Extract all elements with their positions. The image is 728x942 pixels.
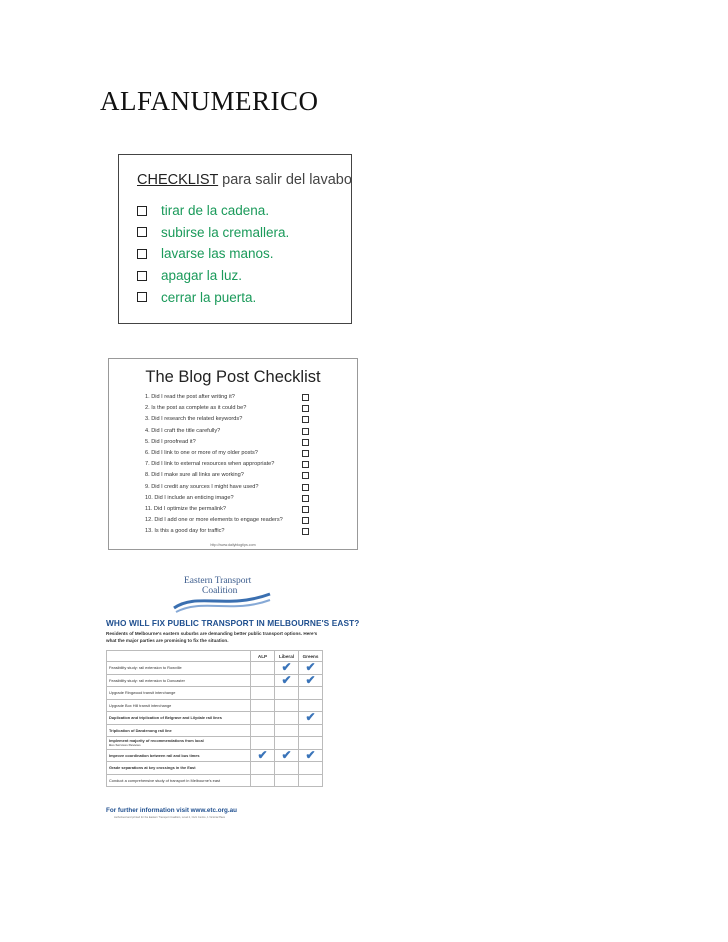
list-item-label: subirse la cremallera. (161, 224, 290, 240)
list-item (137, 265, 289, 287)
table-cell-greens (299, 724, 323, 737)
table-row (107, 699, 323, 712)
checkbox-icon (137, 271, 147, 281)
checklist-title (137, 172, 352, 188)
list-item: 3. Did I research the related keywords? (145, 416, 243, 423)
table-cell-liberal (275, 674, 299, 687)
blog-checklist-items (145, 392, 315, 537)
table-cell-alp (251, 699, 275, 712)
tick-icon: ✔ (305, 711, 316, 724)
table-cell-liberal (275, 774, 299, 787)
table-header-empty (107, 651, 251, 662)
table-cell-label (107, 687, 251, 700)
list-item: 9. Did I credit any sources I might have used? (145, 483, 259, 490)
list-item (137, 286, 289, 308)
transport-headline: WHO WILL FIX PUBLIC TRANSPORT IN MELBOURNE'S EAST? (106, 618, 360, 628)
checkbox-icon (302, 428, 309, 435)
table-cell-greens (299, 774, 323, 787)
blog-checklist-title: The Blog Post Checklist (145, 368, 321, 386)
list-item-label: lavarse las manos. (161, 246, 274, 262)
list-item: 2. Is the post as complete as it could be? (145, 405, 247, 412)
coalition-logo (172, 572, 272, 614)
row-label: Upgrade Ringwood transit interchange (109, 690, 176, 696)
checklist-title-word: CHECKLIST (137, 172, 219, 188)
list-item (137, 243, 289, 265)
list-item: 1. Did I read the post after writing it? (145, 394, 235, 400)
table-row (107, 674, 323, 687)
list-item: 8. Did I make sure all links are working? (145, 472, 244, 479)
list-item: 11. Did I optimize the permalink? (145, 505, 227, 512)
checkbox-icon (302, 416, 309, 423)
list-item: 12. Did I add one or more elements to engage readers? (145, 517, 283, 524)
logo-text-line1: Eastern Transport (184, 576, 252, 586)
table-cell-liberal (275, 762, 299, 775)
table-cell-greens (299, 687, 323, 700)
checkbox-icon (302, 405, 309, 412)
table-cell-greens (299, 762, 323, 775)
checkbox-icon (137, 249, 147, 259)
list-item (137, 200, 289, 222)
list-item: 13. Is this a good day for traffic? (145, 528, 225, 535)
row-label: Duplication and triplication of Belgrave and Lilydale rail lines (109, 715, 222, 721)
table-row (107, 687, 323, 700)
authorised-note: Authorised and printed for the Eastern Transport Coalition, Level 2, Civic Centre, 1 Victoria Place (114, 816, 226, 819)
transport-image (106, 570, 360, 822)
table-cell-liberal (275, 687, 299, 700)
table-row (107, 749, 323, 762)
list-item: 10. Did I include an enticing image? (145, 494, 234, 501)
checkbox-icon (302, 528, 309, 535)
table-cell-liberal (275, 662, 299, 675)
table-row (107, 737, 323, 750)
checkbox-icon (137, 206, 147, 216)
list-item (137, 222, 289, 244)
row-label: Grade separations at key crossings in the East (109, 765, 196, 771)
table-cell-alp (251, 762, 275, 775)
tick-icon: ✔ (281, 674, 292, 687)
table-cell-label (107, 774, 251, 787)
table-cell-alp (251, 662, 275, 675)
table-cell-label (107, 662, 251, 675)
table-cell-label (107, 737, 251, 750)
row-label: Upgrade Box Hill transit interchange (109, 702, 172, 708)
logo-text-line2: Coalition (202, 586, 238, 596)
transport-footer: For further information visit www.etc.org.au (106, 807, 237, 814)
checklist-items (137, 200, 289, 308)
list-item: 5. Did I proofread it? (145, 438, 196, 445)
table-cell-greens (299, 749, 323, 762)
checkbox-icon (302, 495, 309, 502)
row-sublabel: Bus Services Reviews (109, 743, 141, 748)
tick-icon: ✔ (281, 661, 292, 674)
row-label: Feasibility study: rail extension to Rowville (109, 665, 182, 671)
checkbox-icon (302, 450, 309, 457)
table-cell-liberal (275, 749, 299, 762)
table-cell-label (107, 762, 251, 775)
checkbox-icon (302, 506, 309, 513)
table-header: Greens (299, 651, 323, 662)
row-label: Conduct a comprehensive study of transport in Melbourne's east (109, 777, 221, 783)
table-cell-liberal (275, 724, 299, 737)
table-cell-greens (299, 662, 323, 675)
list-item-label: cerrar la puerta. (161, 289, 257, 305)
table-row (107, 662, 323, 675)
table-cell-greens (299, 699, 323, 712)
transport-intro: Residents of Melbourne's eastern suburbs are demanding better public transport options. Here's what the major parties are promising to fix the situation. (106, 631, 318, 643)
table-row (107, 762, 323, 775)
checklist-image (118, 154, 352, 324)
list-item-label: apagar la luz. (161, 268, 243, 284)
row-label: Improve coordination between rail and bus times (109, 752, 200, 758)
checkbox-icon (302, 472, 309, 479)
page-heading: ALFANUMERICO (100, 86, 319, 116)
table-cell-label (107, 724, 251, 737)
table-cell-label (107, 674, 251, 687)
row-label: Feasibility study: rail extension to Doncaster (109, 677, 185, 683)
blog-checkbox-column (302, 394, 309, 539)
checkbox-icon (137, 227, 147, 237)
table-header: ALP (251, 651, 275, 662)
tick-icon: ✔ (281, 749, 292, 762)
tick-icon: ✔ (257, 749, 268, 762)
checkbox-icon (302, 394, 309, 401)
checkbox-icon (302, 439, 309, 446)
table-row (107, 774, 323, 787)
table-cell-liberal (275, 737, 299, 750)
table-cell-label (107, 749, 251, 762)
table-header: Liberal (275, 651, 299, 662)
checkbox-icon (302, 517, 309, 524)
party-table (106, 650, 323, 787)
blog-checklist-image (108, 358, 358, 550)
checkbox-icon (302, 484, 309, 491)
table-cell-alp (251, 712, 275, 725)
table-cell-greens (299, 737, 323, 750)
table-cell-alp (251, 737, 275, 750)
table-cell-liberal (275, 699, 299, 712)
table-header-row (107, 651, 323, 662)
table-row (107, 712, 323, 725)
table-cell-alp (251, 774, 275, 787)
table-cell-greens (299, 712, 323, 725)
table-cell-alp (251, 749, 275, 762)
list-item: 4. Did I craft the title carefully? (145, 427, 221, 434)
checkbox-icon (302, 461, 309, 468)
table-cell-liberal (275, 712, 299, 725)
table-cell-label (107, 699, 251, 712)
tick-icon: ✔ (305, 661, 316, 674)
list-item: 7. Did I link to external resources when appropriate? (145, 461, 275, 468)
checklist-title-rest: para salir del lavabo (218, 172, 352, 188)
table-row (107, 724, 323, 737)
list-item-label: tirar de la cadena. (161, 203, 270, 219)
table-cell-label (107, 712, 251, 725)
table-cell-alp (251, 687, 275, 700)
tick-icon: ✔ (305, 749, 316, 762)
table-cell-greens (299, 674, 323, 687)
list-item: 6. Did I link to one or more of my older posts? (145, 449, 258, 456)
table-cell-alp (251, 674, 275, 687)
blog-checklist-footer: http://www.dailyblogtips.com (210, 543, 256, 547)
tick-icon: ✔ (305, 674, 316, 687)
row-label: Implement majority of recommendations from local (109, 738, 204, 744)
checkbox-icon (137, 292, 147, 302)
table-cell-alp (251, 724, 275, 737)
row-label: Triplication of Dandenong rail line (109, 727, 172, 733)
